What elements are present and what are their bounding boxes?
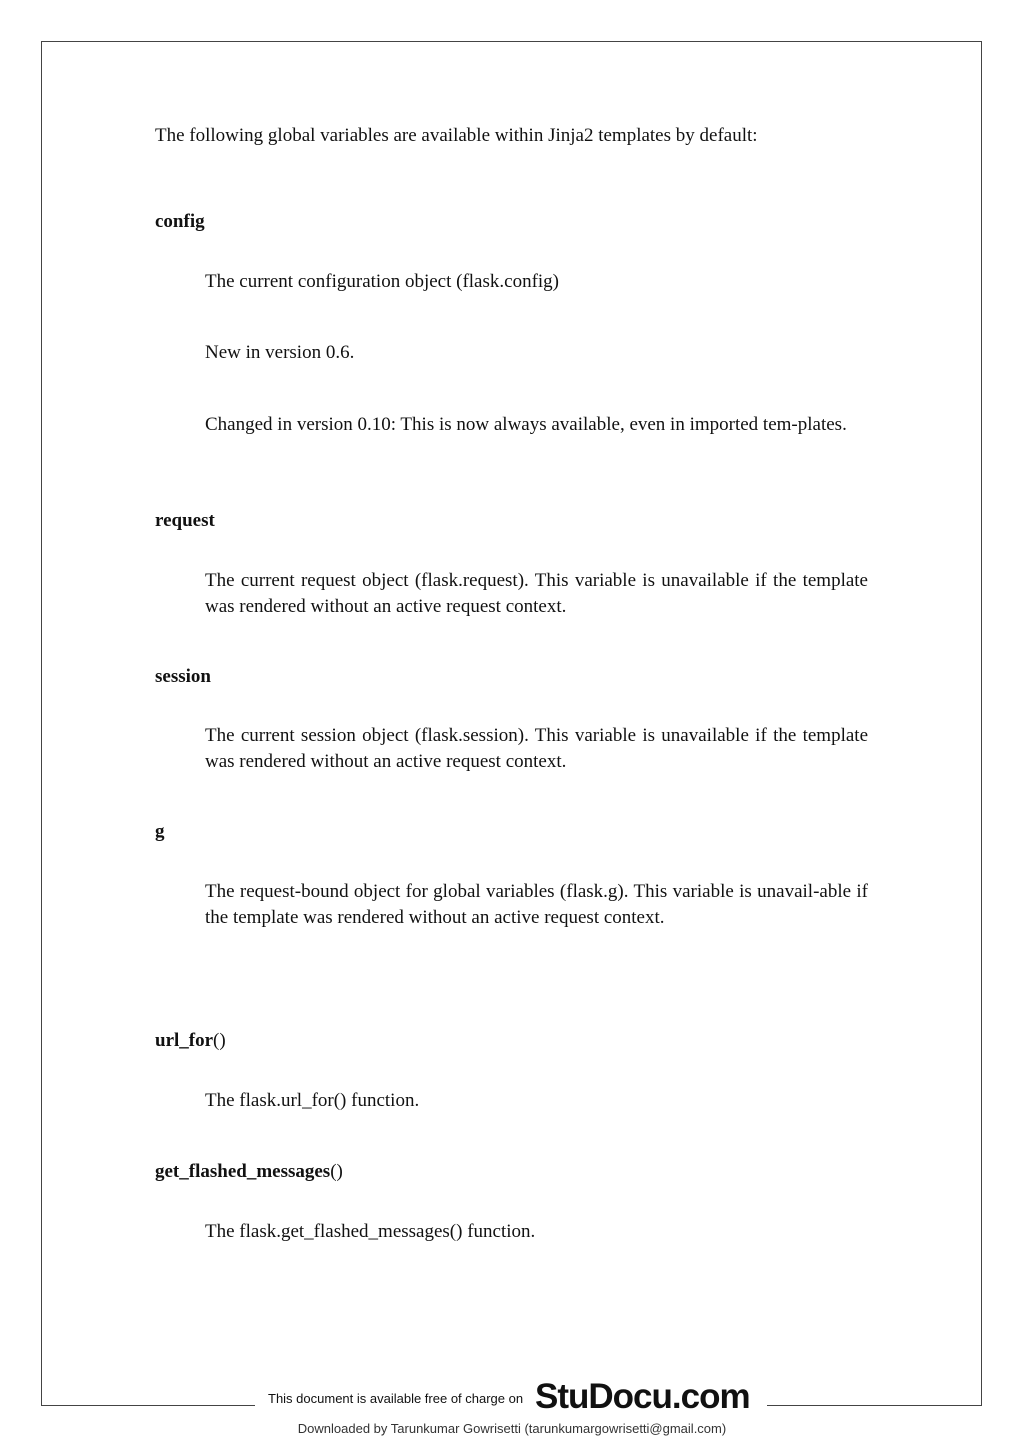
term-config: config bbox=[155, 211, 205, 232]
config-changed-note: Changed in version 0.10: This is now always available, even in imported tem-plates. bbox=[205, 414, 847, 435]
term-session: session bbox=[155, 666, 211, 687]
term-g: g bbox=[155, 821, 165, 842]
get-flashed-messages-description: The flask.get_flashed_messages() function. bbox=[205, 1221, 536, 1242]
footer-availability-text: This document is available free of charge on bbox=[268, 1391, 524, 1406]
footer-download-info: Downloaded by Tarunkumar Gowrisetti (tarunkumargowrisetti@gmail.com) bbox=[297, 1421, 727, 1436]
term-url-for-parens: () bbox=[213, 1030, 226, 1051]
term-get-flashed-messages-name: get_flashed_messages bbox=[155, 1161, 331, 1182]
g-description: The request-bound object for global variables (flask.g). This variable is unavail-able if the template was rendered without an active request context. bbox=[205, 881, 868, 928]
request-description: The current request object (flask.request). This variable is unavailable if the template was rendered without an active request context. bbox=[205, 570, 868, 617]
url-for-description: The flask.url_for() function. bbox=[205, 1090, 420, 1111]
term-get-flashed-messages-parens: () bbox=[330, 1161, 343, 1182]
term-request: request bbox=[155, 510, 215, 531]
studocu-logo[interactable]: StuDocu.com bbox=[535, 1377, 750, 1416]
intro-paragraph: The following global variables are available within Jinja2 templates by default: bbox=[155, 125, 758, 146]
term-url-for bbox=[155, 1028, 226, 1054]
config-version-note: New in version 0.6. bbox=[205, 342, 355, 363]
term-get-flashed-messages bbox=[155, 1159, 343, 1185]
config-description: The current configuration object (flask.config) bbox=[205, 271, 559, 292]
session-description: The current session object (flask.session). This variable is unavailable if the template was rendered without an active request context. bbox=[205, 725, 868, 772]
term-url-for-name: url_for bbox=[155, 1030, 214, 1051]
